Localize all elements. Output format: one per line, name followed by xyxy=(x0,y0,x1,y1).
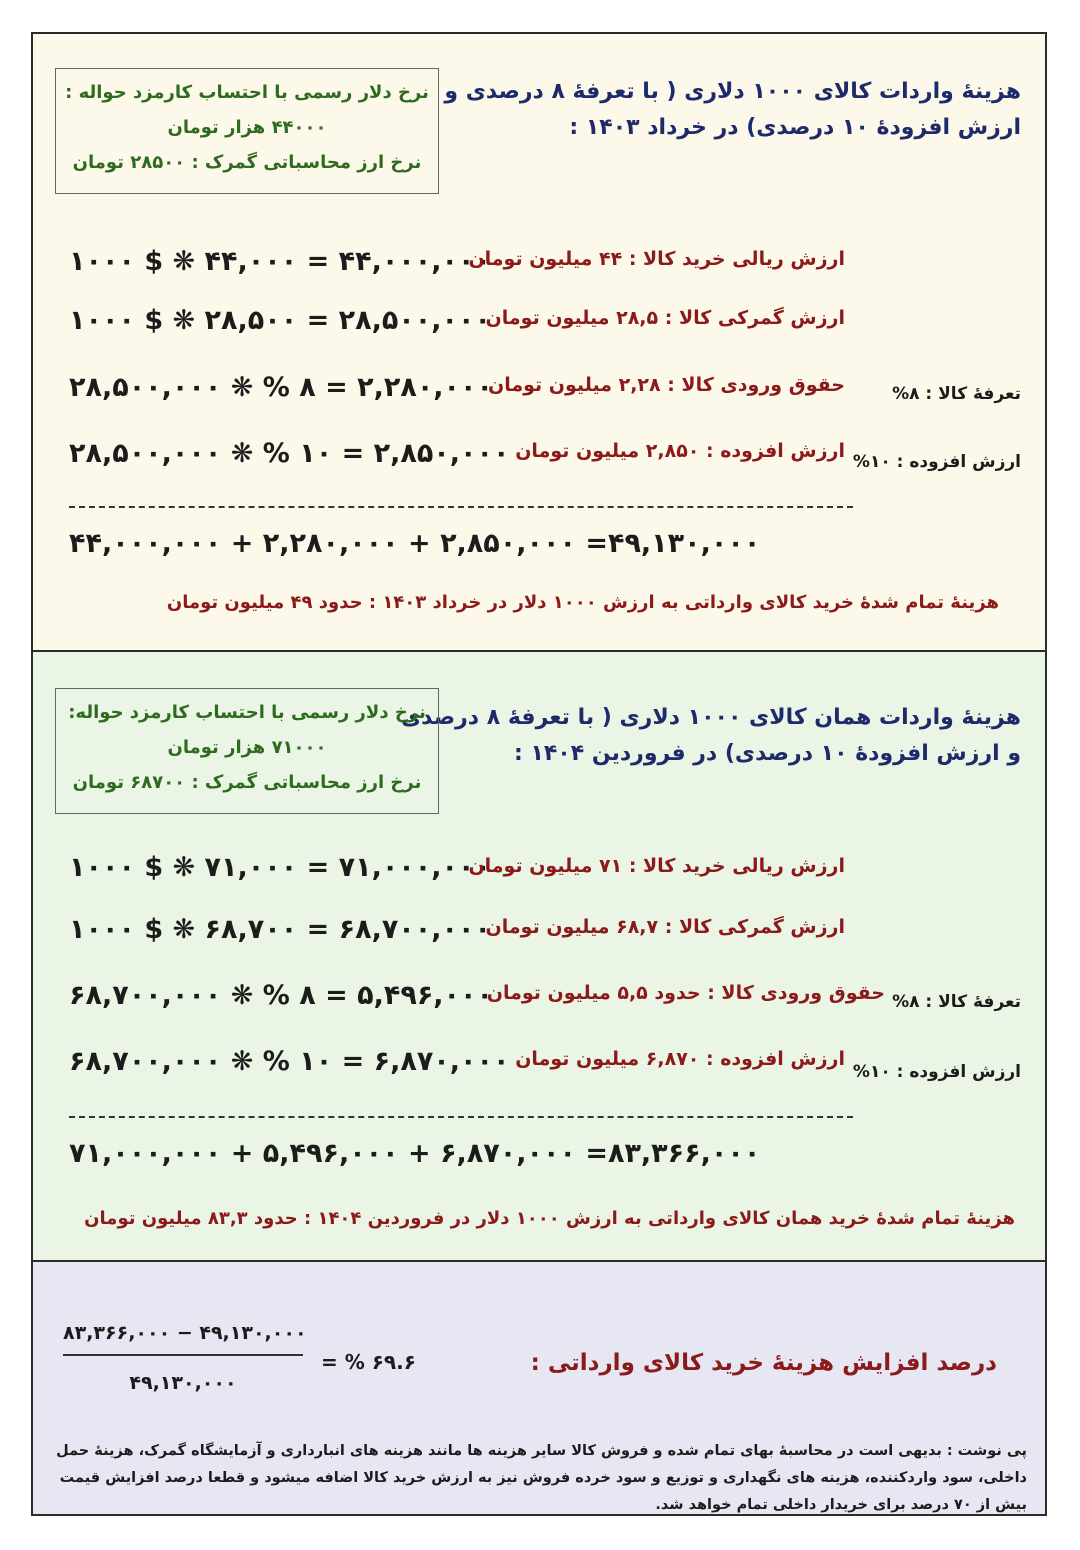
equation-vat: ۲۸,۵۰۰,۰۰۰ ❋ % ۱۰ = ۲,۸۵۰,۰۰۰ xyxy=(69,438,510,469)
section-title-line2: ارزش افزودهٔ ۱۰ درصدی) در خرداد ۱۴۰۳ : xyxy=(569,115,1021,140)
rate-line: نرخ دلار رسمی با احتساب کارمزد حواله : xyxy=(65,82,429,103)
rate-line: نرخ دلار رسمی با احتساب کارمزد حواله: xyxy=(68,702,426,723)
label-rial-value: ارزش ریالی خرید کالا : ۴۴ میلیون تومان xyxy=(468,248,845,270)
total-equation: ۴۴,۰۰۰,۰۰۰ + ۲,۲۸۰,۰۰۰ + ۲,۸۵۰,۰۰۰ =۴۹,۱۳۰,۰۰۰ xyxy=(69,528,761,559)
equation-rial-value: ۱۰۰۰ $ ❋ ۷۱,۰۰۰ = ۷۱,۰۰۰,۰۰۰ xyxy=(69,852,491,883)
label-customs-value: ارزش گمرکی کالا : ۲۸,۵ میلیون تومان xyxy=(485,307,845,329)
equation-customs-value: ۱۰۰۰ $ ❋ ۶۸,۷۰۰ = ۶۸,۷۰۰,۰۰۰ xyxy=(69,914,491,945)
percent-result: = % ۶۹.۶ xyxy=(321,1350,416,1374)
label-import-duty: حقوق ورودی کالا : حدود ۵,۵ میلیون تومان xyxy=(486,982,885,1004)
footnote: پی نوشت : بدیهی است در محاسبهٔ بهای تمام شده و فروش کالا سایر هزینه ها مانند هزینه های انبارداری و آزمایشگاه گمرک، هزینهٔ حمل داخلی، سود واردکننده، هزینه های نگهداری و توزیع و سود خرده فروش نیز به ارزش خرید کالا اضافه میشود و قطعا درصد افزایش قیمت بیش از ۷۰ درصد برای خریدار داخلی تمام خواهد شد. xyxy=(56,1443,1027,1513)
rate-line: ۴۴۰۰۰ هزار تومان xyxy=(167,117,327,138)
rate-line: نرخ ارز محاسباتی گمرک : ۶۸۷۰۰ تومان xyxy=(72,772,422,793)
equation-import-duty: ۲۸,۵۰۰,۰۰۰ ❋ % ۸ = ۲,۲۸۰,۰۰۰ xyxy=(69,372,493,403)
side-vat: ارزش افزوده : ۱۰% xyxy=(852,452,1021,472)
rate-line: نرخ ارز محاسباتی گمرک : ۲۸۵۰۰ تومان xyxy=(72,152,422,173)
section-farvardin-1404 xyxy=(33,652,1045,1262)
equation-import-duty: ۶۸,۷۰۰,۰۰۰ ❋ % ۸ = ۵,۴۹۶,۰۰۰ xyxy=(69,980,493,1011)
section-khordad-1403 xyxy=(33,34,1045,652)
fraction-numerator: ۸۳,۳۶۶,۰۰۰ − ۴۹,۱۳۰,۰۰۰ xyxy=(63,1322,307,1344)
summary-line: هزینهٔ تمام شدهٔ خرید همان کالای وارداتی به ارزش ۱۰۰۰ دلار در فروردین ۱۴۰۴ : حدود ۸۳,۳ میلیون تومان xyxy=(84,1208,1015,1229)
equation-vat: ۶۸,۷۰۰,۰۰۰ ❋ % ۱۰ = ۶,۸۷۰,۰۰۰ xyxy=(69,1046,510,1077)
label-rial-value: ارزش ریالی خرید کالا : ۷۱ میلیون تومان xyxy=(468,855,845,877)
exchange-rate-box xyxy=(55,688,439,814)
percent-fraction xyxy=(63,1322,307,1394)
rate-line: ۷۱۰۰۰ هزار تومان xyxy=(167,737,327,758)
side-tariff: تعرفهٔ کالا : ۸% xyxy=(892,992,1021,1012)
label-vat: ارزش افزوده : ۶,۸۷۰ میلیون تومان xyxy=(515,1048,845,1070)
label-vat: ارزش افزوده : ۲,۸۵۰ میلیون تومان xyxy=(515,440,845,462)
exchange-rate-box xyxy=(55,68,439,194)
summary-line: هزینهٔ تمام شدهٔ خرید کالای وارداتی به ارزش ۱۰۰۰ دلار در خرداد ۱۴۰۳ : حدود ۴۹ میلیون تومان xyxy=(166,592,999,613)
side-vat: ارزش افزوده : ۱۰% xyxy=(852,1062,1021,1082)
total-equation: ۷۱,۰۰۰,۰۰۰ + ۵,۴۹۶,۰۰۰ + ۶,۸۷۰,۰۰۰ =۸۳,۳۶۶,۰۰۰ xyxy=(69,1138,761,1169)
fraction-denominator: ۴۹,۱۳۰,۰۰۰ xyxy=(129,1372,237,1394)
document-frame xyxy=(31,32,1047,1516)
section-title-line1: هزینهٔ واردات همان کالای ۱۰۰۰ دلاری ( با تعرفهٔ ۸ درصدی xyxy=(400,705,1021,730)
label-customs-value: ارزش گمرکی کالا : ۶۸,۷ میلیون تومان xyxy=(485,916,845,938)
equation-rial-value: ۱۰۰۰ $ ❋ ۴۴,۰۰۰ = ۴۴,۰۰۰,۰۰۰ xyxy=(69,246,491,277)
label-import-duty: حقوق ورودی کالا : ۲,۲۸ میلیون تومان xyxy=(488,374,845,396)
fraction-bar xyxy=(63,1354,303,1356)
divider xyxy=(69,1116,853,1118)
side-tariff: تعرفهٔ کالا : ۸% xyxy=(892,384,1021,404)
increase-label: درصد افزایش هزینهٔ خرید کالای وارداتی : xyxy=(530,1350,997,1376)
divider xyxy=(69,506,853,508)
equation-customs-value: ۱۰۰۰ $ ❋ ۲۸,۵۰۰ = ۲۸,۵۰۰,۰۰۰ xyxy=(69,305,491,336)
section-title-line1: هزینهٔ واردات کالای ۱۰۰۰ دلاری ( با تعرفهٔ ۸ درصدی و xyxy=(444,79,1021,104)
section-increase xyxy=(33,1262,1045,1516)
section-title-line2: و ارزش افزودهٔ ۱۰ درصدی) در فروردین ۱۴۰۴ : xyxy=(513,741,1021,766)
